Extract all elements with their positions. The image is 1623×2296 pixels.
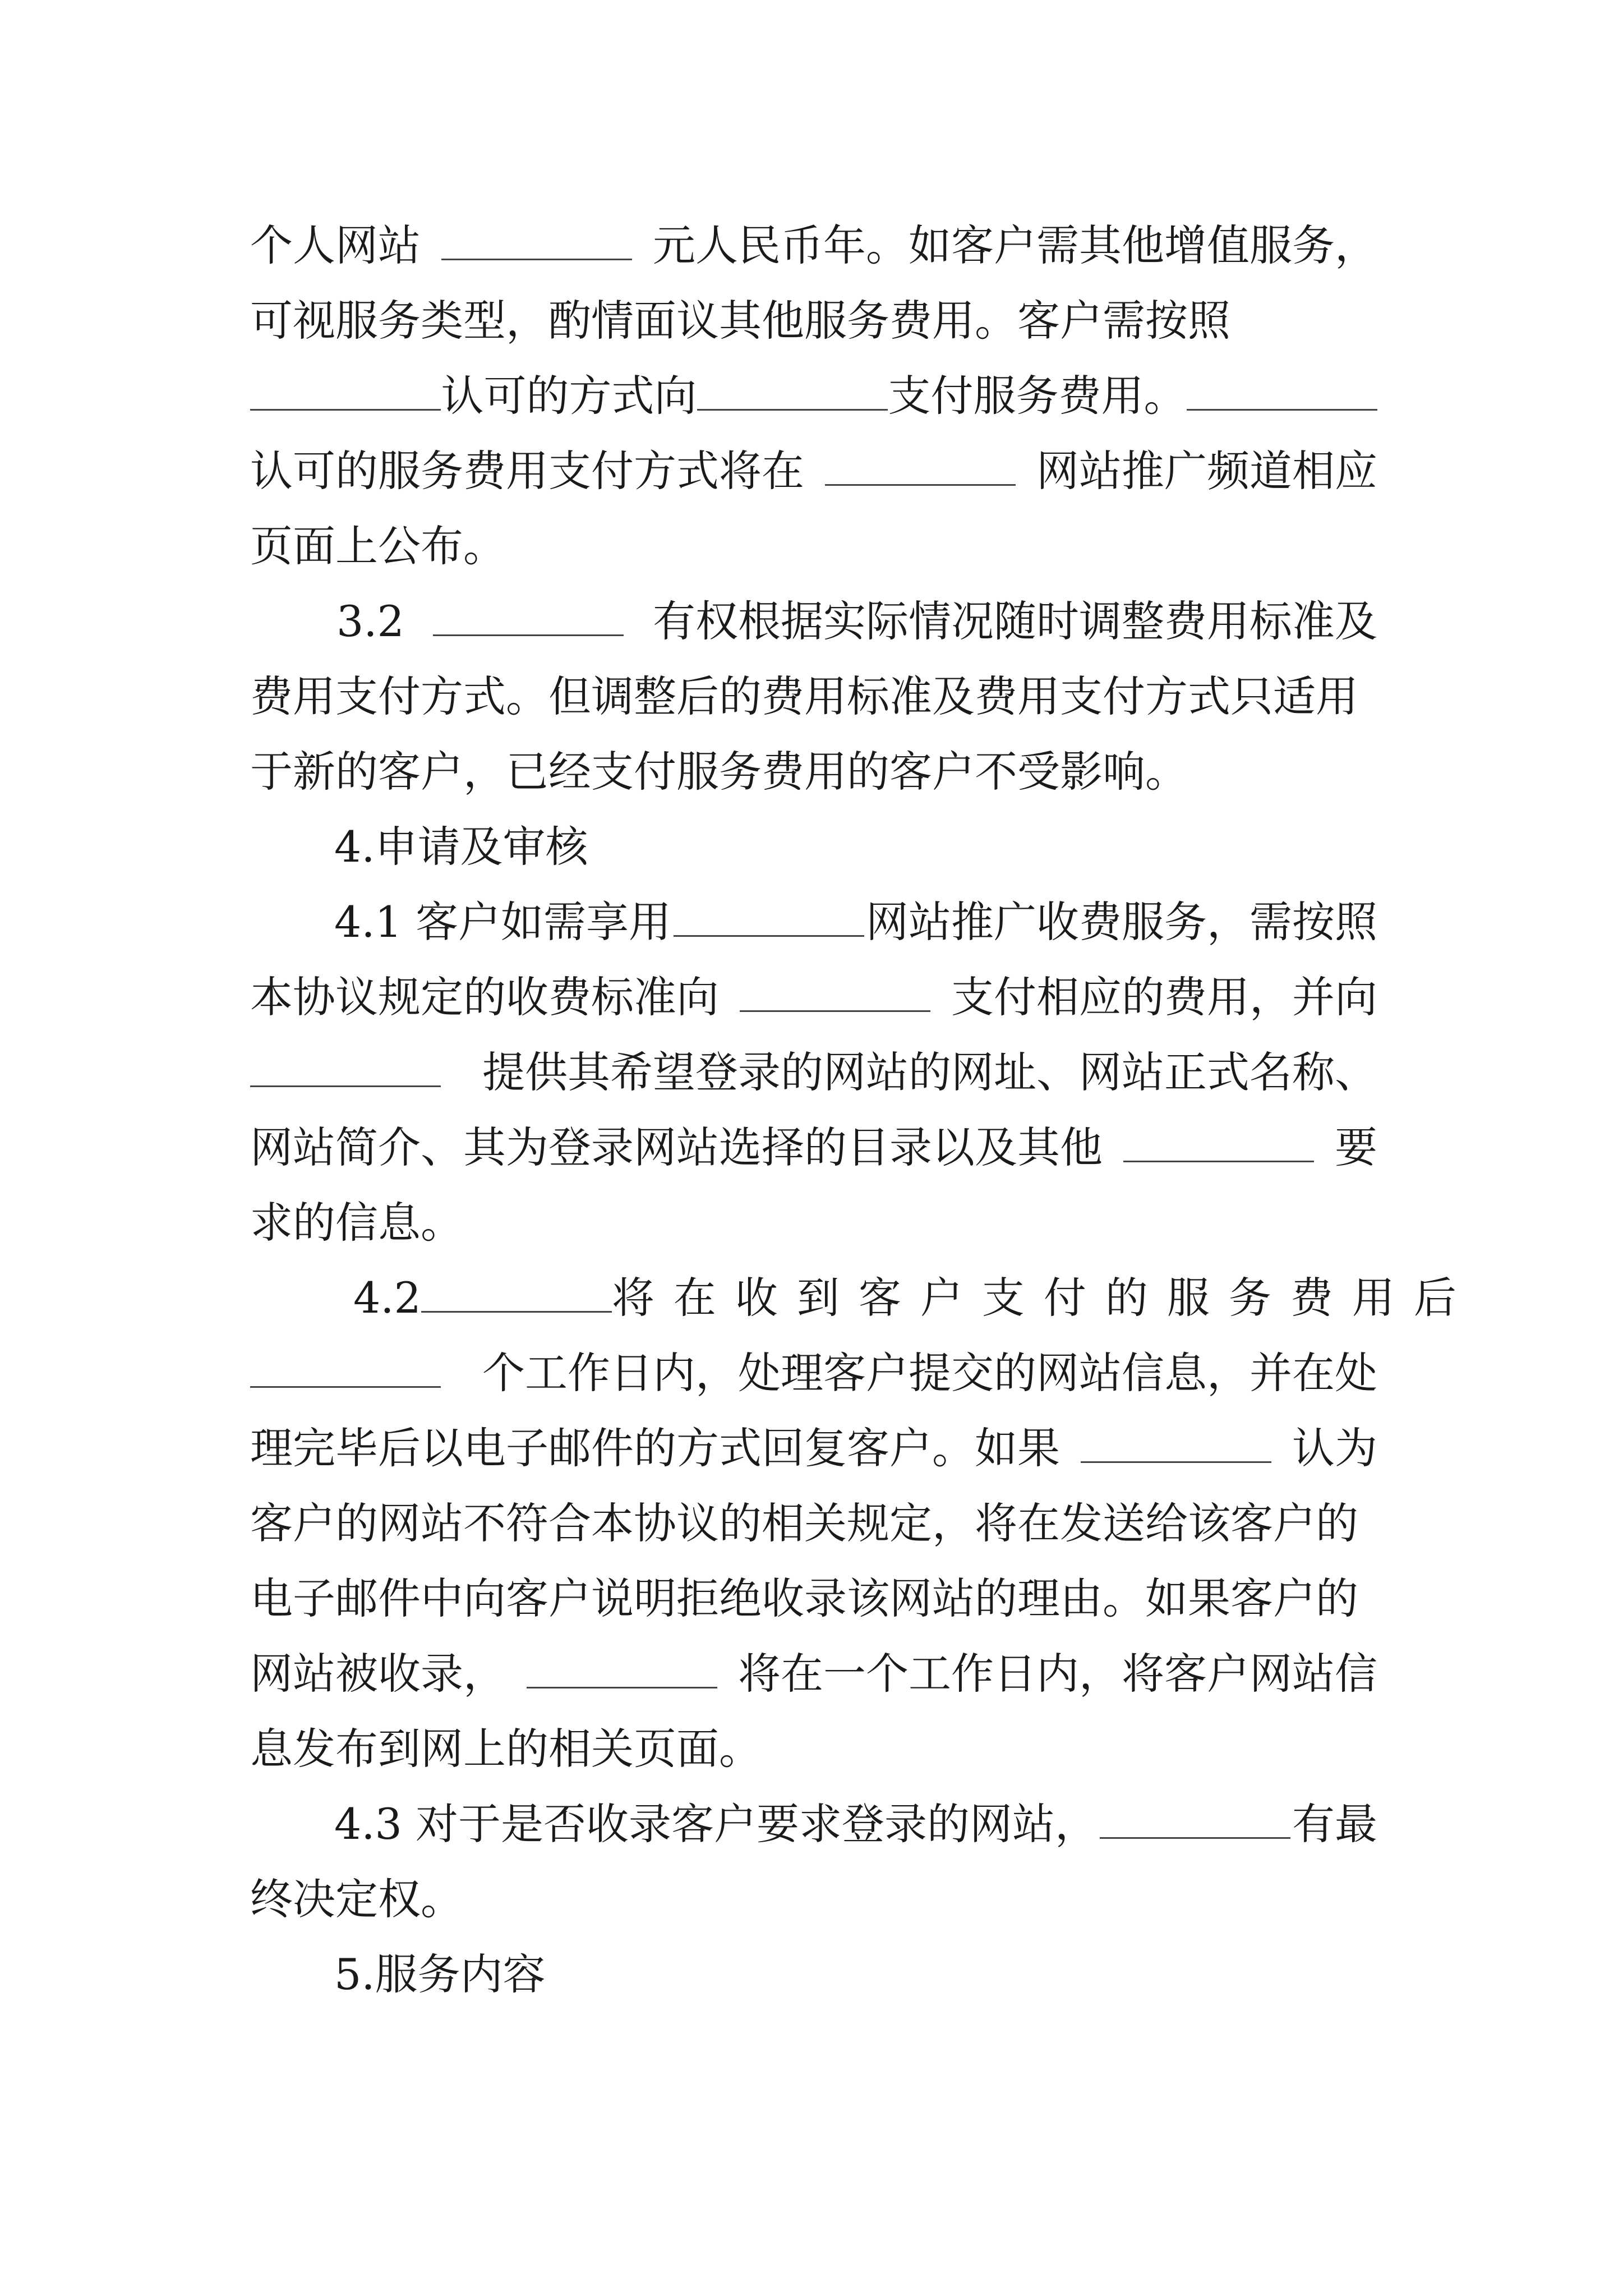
fill-blank [1123,1126,1314,1162]
line-text: 终决定权。 [250,1874,463,1924]
text-line [334,1791,1377,1858]
fill-blank [1100,1802,1290,1839]
text-line [334,889,1377,956]
line-text: 本协议规定的收费标准向 [250,972,719,1022]
fill-blank [250,1051,441,1087]
line-text: 提供其希望登录的网站的网址、网站正式名称、 [482,1047,1377,1097]
text-line [250,287,1377,355]
line-text: 可视服务类型，酌情面议其他服务费用。客户需按照 [250,296,1230,346]
line-text: 页面上公布。 [250,521,506,571]
fill-blank [250,1351,441,1388]
line-text: 4.3 对于是否收录客户要求登录的网站， [334,1799,1098,1849]
line-text: 将在收到客户支付的服务费用后 [611,1273,1476,1323]
text-line [250,663,1377,730]
heading-text: 5.服务内容 [334,1949,546,1999]
text-line [250,1114,1377,1181]
fill-blank [441,224,632,260]
text-line [250,1640,1377,1708]
text-line [250,1565,1377,1632]
text-line [250,438,1377,505]
fill-blank [421,1276,612,1313]
line-text: 费用支付方式。但调整后的费用标准及费用支付方式只适用 [250,671,1358,721]
text-line [250,1866,1377,1933]
fill-blank [433,600,624,636]
line-text: 有最 [1292,1799,1377,1849]
text-line [250,1189,1377,1257]
line-text: 个人网站 [250,220,421,270]
text-line [250,513,1377,580]
line-text: 有权根据实际情况随时调整费用标准及 [653,596,1377,646]
line-text: 求的信息。 [250,1198,463,1248]
text-line [250,362,1377,430]
fill-blank [825,449,1016,486]
line-text: 网站简介、其为登录网站选择的目录以及其他 [250,1122,1103,1172]
text-line [336,588,1377,655]
line-text: 认可的服务费用支付方式将在 [250,446,804,496]
line-text: 个工作日内，处理客户提交的网站信息，并在处 [482,1348,1377,1398]
fill-blank [697,374,888,411]
fill-blank [1081,1427,1271,1463]
section-heading [334,1941,1377,2008]
text-line [250,1715,1377,1783]
line-text: 认可的方式向 [441,371,697,421]
line-text: 认为 [1292,1423,1377,1473]
text-line [250,1490,1377,1557]
fill-blank [1187,374,1377,411]
fill-blank [250,374,441,411]
line-text: 息发布到网上的相关页面。 [250,1724,762,1774]
text-line [250,1039,1377,1106]
line-text: 电子邮件中向客户说明拒绝收录该网站的理由。如果客户的 [250,1573,1358,1623]
heading-text: 4.申请及审核 [334,822,588,872]
text-line [353,1264,1476,1332]
line-text: 网站被收录， [250,1649,506,1699]
line-text: 理完毕后以电子邮件的方式回复客户。如果 [250,1423,1060,1473]
line-text: 将在一个工作日内，将客户网站信 [738,1649,1377,1699]
line-text: 要 [1335,1122,1377,1172]
line-text: 网站推广收费服务，需按照 [866,897,1377,947]
section-heading [334,813,1377,881]
line-text: 支付相应的费用，并向 [951,972,1377,1022]
text-line [250,1340,1377,1407]
text-line [250,738,1377,806]
fill-blank [740,976,930,1012]
fill-blank [674,900,864,937]
section-number: 3.2 [336,596,404,646]
section-number: 4.2 [353,1273,421,1323]
line-text: 网站推广频道相应 [1036,446,1377,496]
text-line [250,212,1377,279]
line-text: 于新的客户，已经支付服务费用的客户不受影响。 [250,747,1188,797]
fill-blank [527,1652,717,1688]
line-text: 客户的网站不符合本协议的相关规定，将在发送给该客户的 [250,1498,1358,1548]
line-text: 元人民币年。如客户需其他增值服务， [653,220,1377,270]
text-line [250,964,1377,1031]
line-text: 4.1 客户如需享用 [334,897,672,947]
line-text: 支付服务费用。 [888,371,1187,421]
text-line [250,1415,1377,1482]
